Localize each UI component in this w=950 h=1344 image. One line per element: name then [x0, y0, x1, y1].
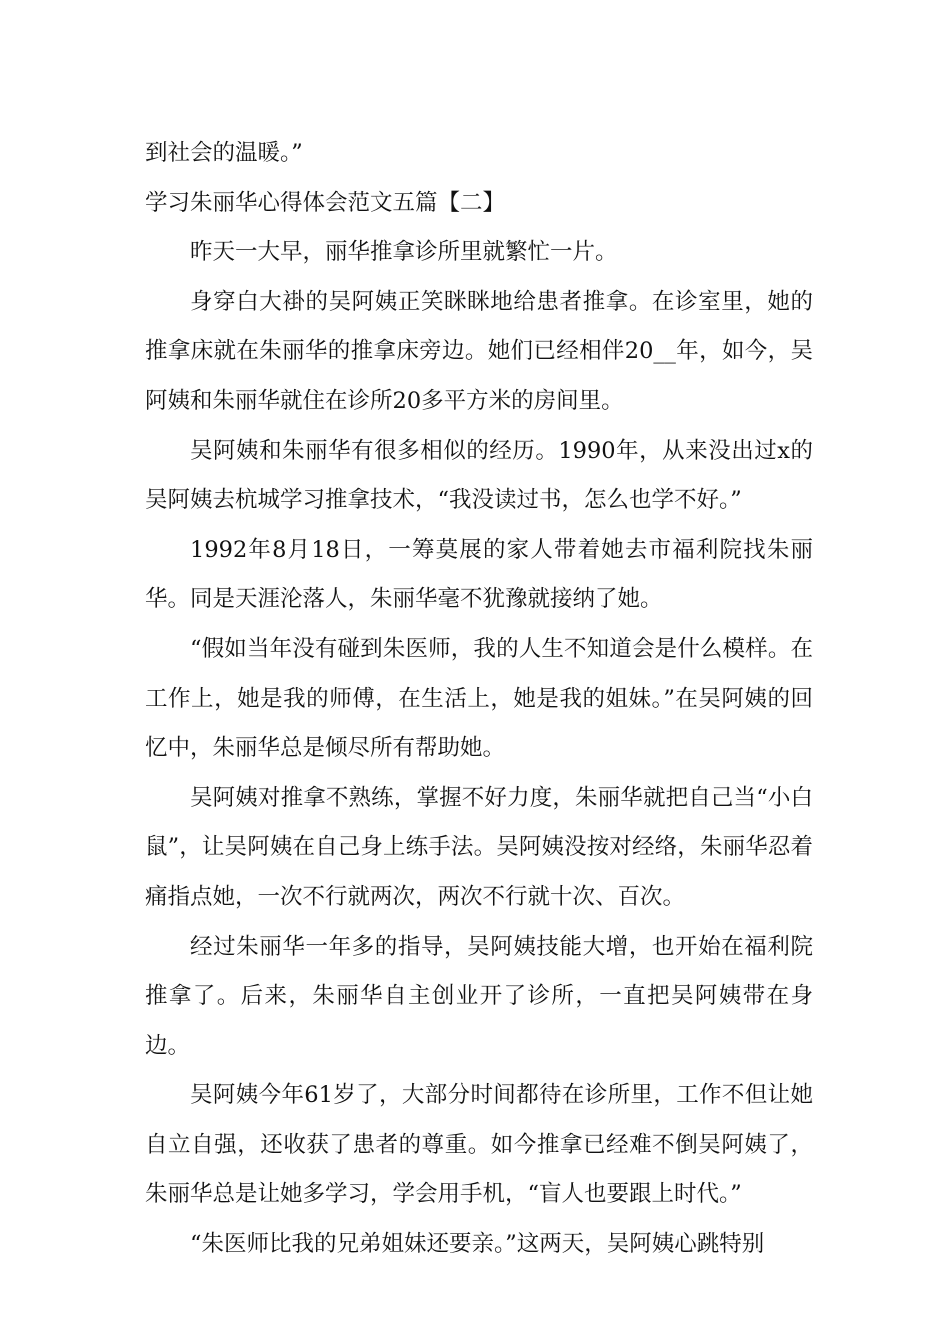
paragraph: 吴阿姨今年61岁了，大部分时间都待在诊所里，工作不但让她自立自强，还收获了患者的尊重。如今推拿已经难不倒吴阿姨了，朱丽华总是让她多学习，学会用手机，“盲人也要跟上时代。” — [145, 1082, 813, 1208]
paragraph: 经过朱丽华一年多的指导，吴阿姨技能大增，也开始在福利院推拿了。后来，朱丽华自主创业开了诊所，一直把吴阿姨带在身边。 — [145, 933, 813, 1059]
paragraph: 吴阿姨和朱丽华有很多相似的经历。1990年，从来没出过x的吴阿姨去杭城学习推拿技术，“我没读过书，怎么也学不好。” — [145, 437, 813, 514]
paragraph: 昨天一大早，丽华推拿诊所里就繁忙一片。 — [190, 239, 618, 266]
paragraph: 1992年8月18日，一筹莫展的家人带着她去市福利院找朱丽华。同是天涯沦落人，朱丽华毫不犹豫就接纳了她。 — [145, 536, 813, 613]
paragraph-continuation: 到社会的温暖。” — [145, 140, 303, 166]
paragraph: 吴阿姨对推拿不熟练，掌握不好力度，朱丽华就把自己当“小白鼠”，让吴阿姨在自己身上练手法。吴阿姨没按对经络，朱丽华忍着痛指点她，一次不行就两次，两次不行就十次、百次。 — [145, 784, 813, 910]
paragraph: “假如当年没有碰到朱医师，我的人生不知道会是什么模样。在工作上，她是我的师傅，在生活上，她是我的姐妹。”在吴阿姨的回忆中，朱丽华总是倾尽所有帮助她。 — [145, 635, 813, 762]
document-body — [145, 129, 813, 1270]
paragraph: 身穿白大褂的吴阿姨正笑眯眯地给患者推拿。在诊室里，她的推拿床就在朱丽华的推拿床旁边。她们已经相伴20__年，如今，吴阿姨和朱丽华就住在诊所20多平方米的房间里。 — [145, 288, 813, 414]
section-heading: 学习朱丽华心得体会范文五篇【二】 — [145, 189, 506, 216]
paragraph: “朱医师比我的兄弟姐妹还要亲。”这两天，吴阿姨心跳特别 — [190, 1231, 765, 1258]
